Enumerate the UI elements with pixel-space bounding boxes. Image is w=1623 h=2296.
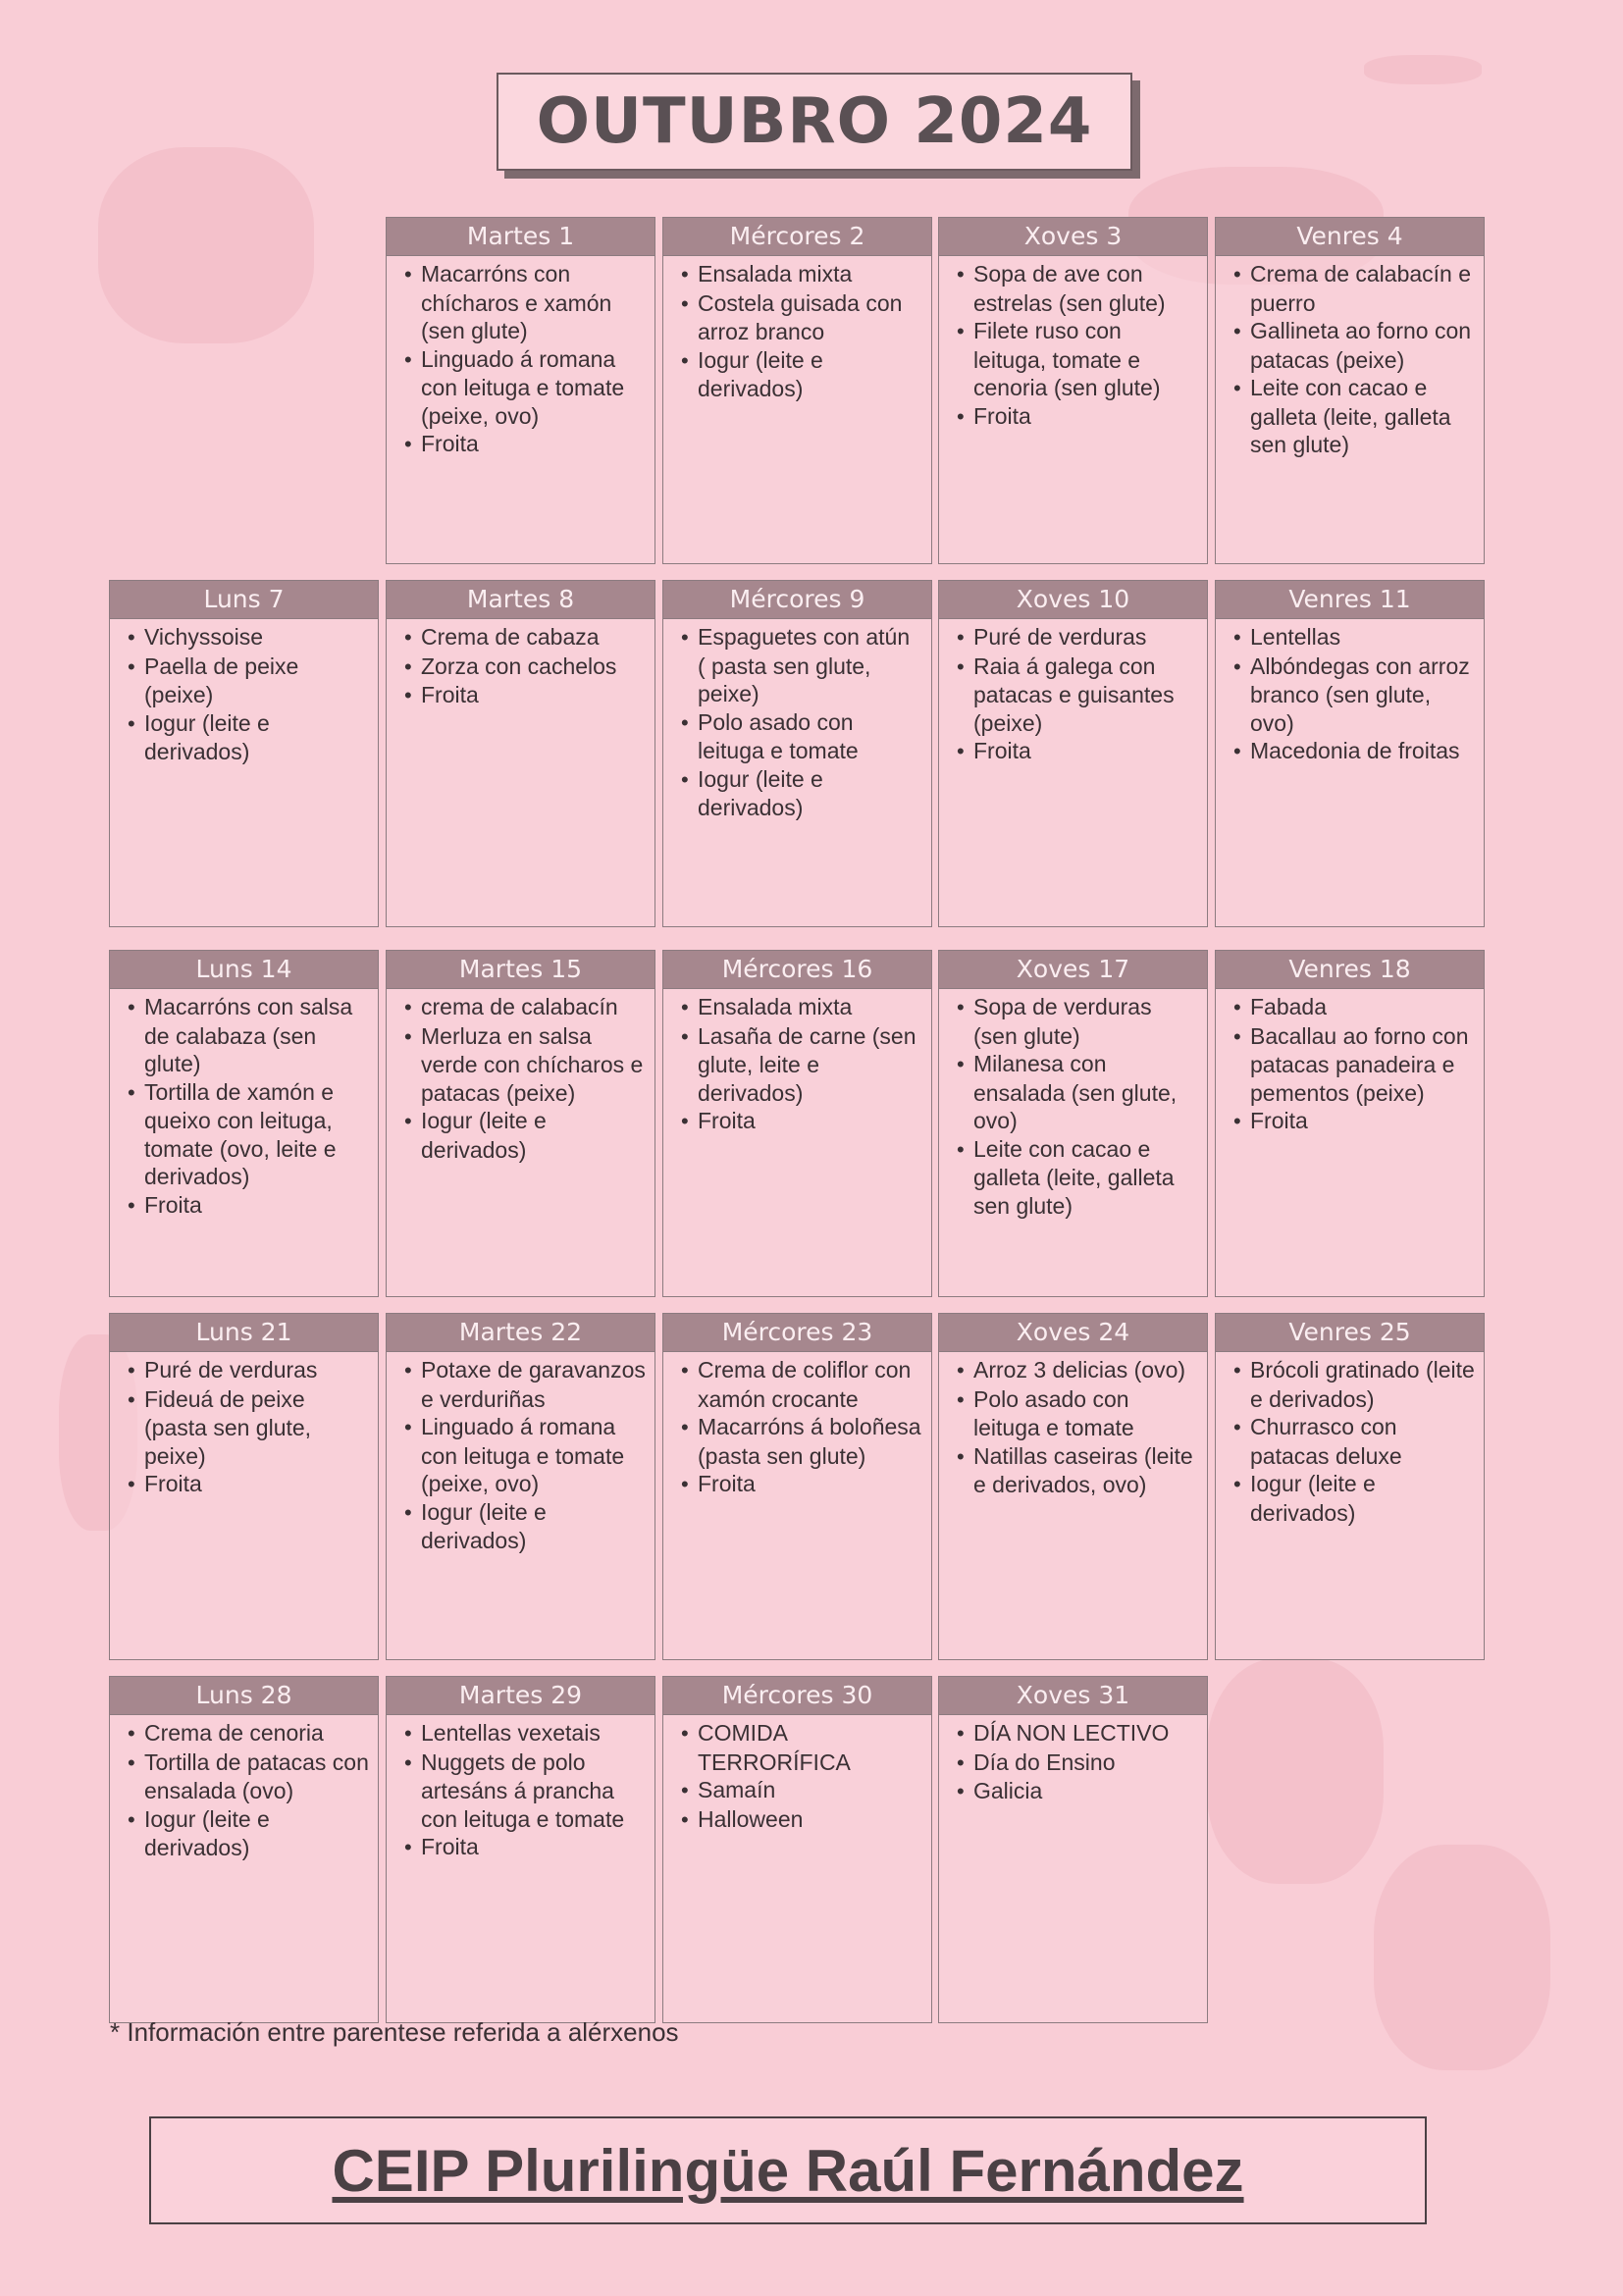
school-name: CEIP Plurilingüe Raúl Fernández: [332, 2137, 1244, 2204]
menu-list: [663, 989, 931, 1136]
menu-list: [939, 1352, 1207, 1499]
menu-item: • Crema de cenoria: [128, 1719, 370, 1748]
day-header: Venres 25: [1216, 1314, 1484, 1352]
menu-item: • crema de calabacín: [404, 993, 647, 1022]
menu-item: • Albóndegas con arroz branco (sen glute, ovo): [1233, 652, 1476, 738]
day-header: Martes 22: [387, 1314, 654, 1352]
menu-item: • Natillas caseiras (leite e derivados, ovo): [957, 1442, 1199, 1499]
allergen-note: * Información entre parentese referida a alérxenos: [110, 2017, 679, 2047]
menu-list: [387, 989, 654, 1164]
menu-item: • Arroz 3 delicias (ovo): [957, 1356, 1199, 1385]
day-cell: [386, 217, 655, 564]
menu-list: [663, 619, 931, 822]
day-cell: [109, 580, 379, 927]
menu-list: [387, 619, 654, 710]
menu-list: [939, 1715, 1207, 1806]
day-cell: [109, 950, 379, 1297]
menu-item: • Costela guisada con arroz branco: [681, 289, 923, 346]
day-cell: [1215, 950, 1485, 1297]
menu-item: • Froita: [957, 737, 1199, 766]
day-header: Martes 29: [387, 1677, 654, 1715]
menu-item: • Galicia: [957, 1777, 1199, 1806]
menu-item: • Tortilla de patacas con ensalada (ovo): [128, 1748, 370, 1805]
menu-list: [387, 256, 654, 459]
school-name-box: [149, 2116, 1427, 2224]
menu-item: • Froita: [128, 1191, 370, 1221]
menu-item: • Iogur (leite e derivados): [681, 765, 923, 822]
menu-list: [939, 619, 1207, 766]
background-decoration: [1364, 55, 1482, 84]
menu-item: • Brócoli gratinado (leite e derivados): [1233, 1356, 1476, 1413]
menu-item: • Puré de verduras: [128, 1356, 370, 1385]
menu-item: • Bacallau ao forno con patacas panadeira e pementos (peixe): [1233, 1022, 1476, 1108]
day-header: Luns 28: [110, 1677, 378, 1715]
day-header: Mércores 30: [663, 1677, 931, 1715]
menu-list: [110, 619, 378, 766]
menu-list: [663, 1715, 931, 1834]
day-cell: [1215, 580, 1485, 927]
menu-item: • Linguado á romana con leituga e tomate (peixe, ovo): [404, 1413, 647, 1498]
day-header: Venres 4: [1216, 218, 1484, 256]
day-cell: [1215, 217, 1485, 564]
menu-list: [663, 1352, 931, 1499]
menu-item: • Froita: [128, 1470, 370, 1499]
menu-item: • Crema de coliflor con xamón crocante: [681, 1356, 923, 1413]
day-header: Venres 11: [1216, 581, 1484, 619]
menu-item: • Crema de calabacín e puerro: [1233, 260, 1476, 317]
day-cell: [662, 950, 932, 1297]
menu-item: • Froita: [957, 402, 1199, 432]
page-title: OUTUBRO 2024: [536, 85, 1093, 158]
menu-item: • Samaín: [681, 1776, 923, 1805]
day-header: Martes 1: [387, 218, 654, 256]
menu-list: [1216, 619, 1484, 766]
menu-item: • Merluza en salsa verde con chícharos e patacas (peixe): [404, 1022, 647, 1108]
menu-list: [1216, 256, 1484, 459]
menu-item: • Raia á galega con patacas e guisantes (peixe): [957, 652, 1199, 738]
menu-item: • Leite con cacao e galleta (leite, galleta sen glute): [1233, 374, 1476, 459]
day-header: Xoves 17: [939, 951, 1207, 989]
menu-item: • Espaguetes con atún ( pasta sen glute, peixe): [681, 623, 923, 708]
menu-item: • Linguado á romana con leituga e tomate (peixe, ovo): [404, 345, 647, 431]
menu-item: • Froita: [404, 1833, 647, 1862]
menu-item: • Macedonia de froitas: [1233, 737, 1476, 766]
day-cell: [938, 1313, 1208, 1660]
menu-item: • Potaxe de garavanzos e verduriñas: [404, 1356, 647, 1413]
menu-item: • Paella de peixe (peixe): [128, 652, 370, 709]
background-decoration: [1374, 1845, 1550, 2070]
day-header: Luns 21: [110, 1314, 378, 1352]
background-decoration: [98, 147, 314, 343]
day-header: Mércores 23: [663, 1314, 931, 1352]
menu-item: • Froita: [681, 1107, 923, 1136]
menu-list: [387, 1352, 654, 1555]
menu-item: • Vichyssoise: [128, 623, 370, 652]
day-cell: [662, 1676, 932, 2023]
menu-item: • Puré de verduras: [957, 623, 1199, 652]
menu-item: • Iogur (leite e derivados): [681, 346, 923, 403]
menu-list: [663, 256, 931, 403]
day-cell: [938, 1676, 1208, 2023]
menu-list: [110, 1715, 378, 1862]
day-cell: [386, 580, 655, 927]
day-cell: [1215, 1313, 1485, 1660]
day-cell: [386, 1676, 655, 2023]
day-header: Xoves 3: [939, 218, 1207, 256]
page-title-box: [497, 73, 1132, 171]
menu-item: • Froita: [404, 430, 647, 459]
menu-item: • Milanesa con ensalada (sen glute, ovo): [957, 1050, 1199, 1135]
day-header: Xoves 31: [939, 1677, 1207, 1715]
menu-item: • Lentellas vexetais: [404, 1719, 647, 1748]
menu-list: [110, 1352, 378, 1499]
day-cell: [662, 580, 932, 927]
menu-item: • Lasaña de carne (sen glute, leite e derivados): [681, 1022, 923, 1108]
menu-item: • COMIDA TERRORÍFICA: [681, 1719, 923, 1776]
day-cell: [386, 1313, 655, 1660]
day-cell: [938, 580, 1208, 927]
menu-item: • Fabada: [1233, 993, 1476, 1022]
menu-item: • DÍA NON LECTIVO: [957, 1719, 1199, 1748]
menu-list: [1216, 1352, 1484, 1527]
menu-item: • Tortilla de xamón e queixo con leituga, tomate (ovo, leite e derivados): [128, 1078, 370, 1191]
menu-item: • Ensalada mixta: [681, 993, 923, 1022]
day-header: Luns 7: [110, 581, 378, 619]
day-header: Luns 14: [110, 951, 378, 989]
day-cell: [662, 1313, 932, 1660]
menu-item: • Halloween: [681, 1805, 923, 1835]
menu-item: • Iogur (leite e derivados): [404, 1498, 647, 1555]
day-header: Mércores 16: [663, 951, 931, 989]
menu-item: • Polo asado con leituga e tomate: [681, 708, 923, 765]
menu-item: • Iogur (leite e derivados): [1233, 1470, 1476, 1527]
day-cell: [109, 1676, 379, 2023]
background-decoration: [1207, 1658, 1384, 1884]
menu-item: • Filete ruso con leituga, tomate e cenoria (sen glute): [957, 317, 1199, 402]
menu-item: • Churrasco con patacas deluxe: [1233, 1413, 1476, 1470]
day-header: Mércores 2: [663, 218, 931, 256]
menu-item: • Iogur (leite e derivados): [128, 1805, 370, 1862]
day-header: Mércores 9: [663, 581, 931, 619]
menu-item: • Polo asado con leituga e tomate: [957, 1385, 1199, 1442]
menu-item: • Froita: [404, 681, 647, 710]
menu-item: • Macarróns con salsa de calabaza (sen glute): [128, 993, 370, 1078]
menu-list: [939, 256, 1207, 431]
menu-item: • Froita: [1233, 1107, 1476, 1136]
menu-list: [939, 989, 1207, 1220]
day-cell: [662, 217, 932, 564]
day-header: Xoves 24: [939, 1314, 1207, 1352]
menu-item: • Ensalada mixta: [681, 260, 923, 289]
menu-item: • Macarróns á boloñesa (pasta sen glute): [681, 1413, 923, 1470]
menu-list: [1216, 989, 1484, 1136]
day-header: Martes 15: [387, 951, 654, 989]
day-header: Xoves 10: [939, 581, 1207, 619]
menu-list: [387, 1715, 654, 1862]
menu-item: • Crema de cabaza: [404, 623, 647, 652]
menu-item: • Macarróns con chícharos e xamón (sen glute): [404, 260, 647, 345]
day-cell: [938, 217, 1208, 564]
menu-item: • Iogur (leite e derivados): [128, 709, 370, 766]
menu-item: • Froita: [681, 1470, 923, 1499]
day-cell: [109, 1313, 379, 1660]
day-header: Venres 18: [1216, 951, 1484, 989]
menu-item: • Zorza con cachelos: [404, 652, 647, 682]
menu-item: • Fideuá de peixe (pasta sen glute, peixe): [128, 1385, 370, 1471]
menu-item: • Sopa de ave con estrelas (sen glute): [957, 260, 1199, 317]
day-header: Martes 8: [387, 581, 654, 619]
menu-item: • Sopa de verduras (sen glute): [957, 993, 1199, 1050]
day-cell: [938, 950, 1208, 1297]
menu-item: • Nuggets de polo artesáns á prancha con leituga e tomate: [404, 1748, 647, 1834]
day-cell: [386, 950, 655, 1297]
menu-list: [110, 989, 378, 1220]
menu-item: • Gallineta ao forno con patacas (peixe): [1233, 317, 1476, 374]
menu-item: • Lentellas: [1233, 623, 1476, 652]
menu-item: • Día do Ensino: [957, 1748, 1199, 1778]
menu-item: • Leite con cacao e galleta (leite, galleta sen glute): [957, 1135, 1199, 1221]
menu-item: • Iogur (leite e derivados): [404, 1107, 647, 1164]
